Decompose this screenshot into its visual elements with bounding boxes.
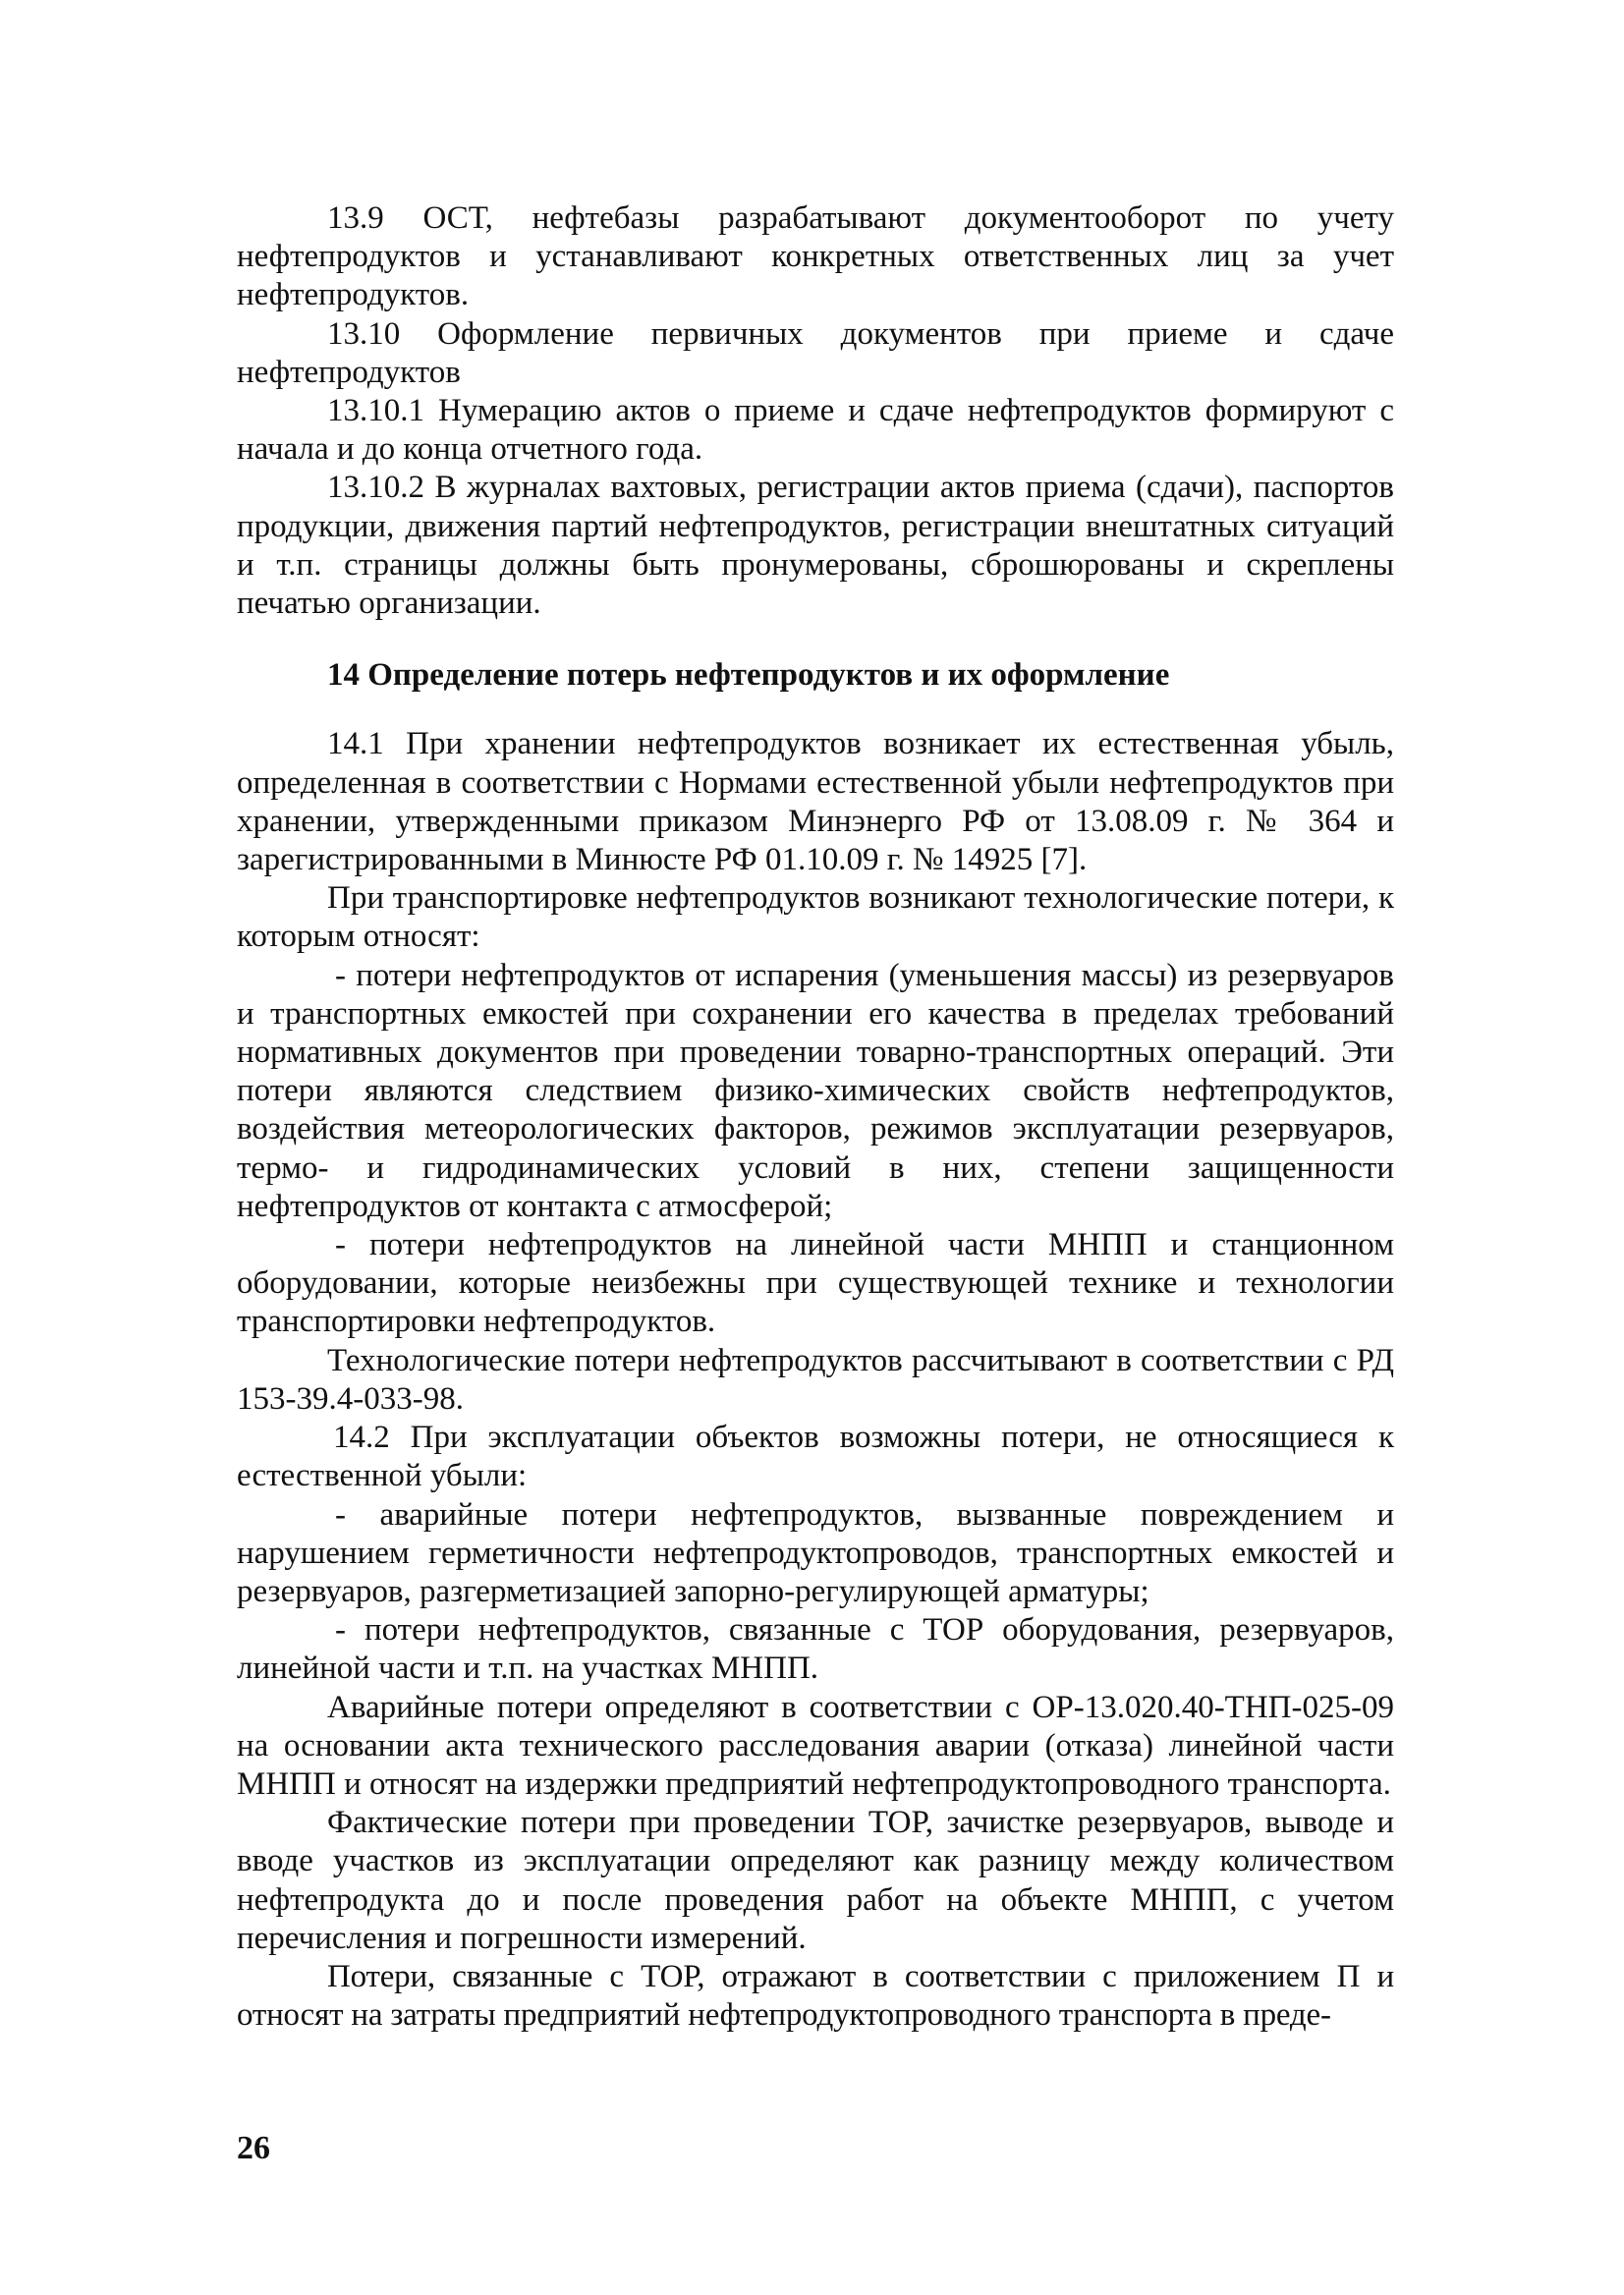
paragraph-14-1: 14.1 При хранении нефтепродуктов возникает их естественная убыль, определенная в соответствии с Нормами естественной убыли нефтепродуктов при хранении, утвержденными приказом Минэнерго РФ от 13.08.09 г. № 364 и зарегистрированными в Минюсте РФ 01.10.09 г. № 14925 [7]. <box>237 726 1394 878</box>
paragraph-transport-losses: При транспортировке нефтепродуктов возникают технологические потери, к которым относят: <box>237 880 1394 955</box>
page-number: 26 <box>237 2130 270 2166</box>
paragraph-13-10-2: 13.10.2 В журналах вахтовых, регистрации актов приема (сдачи), паспортов продукции, движения партий нефтепродуктов, регистрации внештатных ситуаций и т.п. страницы должны быть пронумерованы, сброшюрованы и скреплены печатью организации. <box>237 470 1394 622</box>
list-item-evaporation-losses: - потери нефтепродуктов от испарения (уменьшения массы) из резервуаров и транспортных емкостей при сохранении его качества в пределах требований нормативных документов при проведении товарно-транспортных операций. Эти потери являются следствием физико-химических свойств нефтепродуктов, воздействия метеорологических факторов, режимов эксплуатации резервуаров, термо- и гидродинамических условий в них, степени защищенности нефтепродуктов от контакта с атмосферой; <box>237 957 1394 1224</box>
paragraph-13-10-1: 13.10.1 Нумерацию актов о приеме и сдаче нефтепродуктов формируют с начала и до конца отчетного года. <box>237 393 1394 468</box>
list-item-tor-losses: - потери нефтепродуктов, связанные с ТОР оборудования, резервуаров, линейной части и т.п. на участках МНПП. <box>237 1612 1394 1687</box>
list-item-line-losses: - потери нефтепродуктов на линейной части МНПП и станционном оборудовании, которые неизбежны при существующей технике и технологии транспортировки нефтепродуктов. <box>237 1227 1394 1340</box>
section-14-heading: 14 Определение потерь нефтепродуктов и их оформление <box>327 657 1170 694</box>
paragraph-13-10: 13.10 Оформление первичных документов при приеме и сдаче нефтепродуктов <box>237 315 1394 390</box>
paragraph-tech-losses-calc: Технологические потери нефтепродуктов рассчитывают в соответствии с РД 153-39.4-033-98. <box>237 1342 1394 1417</box>
paragraph-tor-losses: Потери, связанные с ТОР, отражают в соответствии с приложением П и относят на затраты предприятий нефтепродуктопроводного транспорта в преде- <box>237 1958 1394 2034</box>
paragraph-actual-losses: Фактические потери при проведении ТОР, зачистке резервуаров, выводе и вводе участков из эксплуатации определяют как разницу между количеством нефтепродукта до и после проведения работ на объекте МНПП, с учетом перечисления и погрешности измерений. <box>237 1805 1394 1956</box>
paragraph-13-9: 13.9 ОСТ, нефтебазы разрабатывают документооборот по учету нефтепродуктов и устанавливают конкретных ответственных лиц за учет нефтепродуктов. <box>237 200 1394 313</box>
list-item-emergency-losses: - аварийные потери нефтепродуктов, вызванные повреждением и нарушением герметичности нефтепродуктопроводов, транспортных емкостей и резервуаров, разгерметизацией запорно-регулирующей арматуры; <box>237 1496 1394 1609</box>
paragraph-14-2: 14.2 При эксплуатации объектов возможны потери, не относящиеся к естественной убыли: <box>237 1420 1394 1494</box>
document-body <box>237 199 1394 2035</box>
paragraph-emergency-losses: Аварийные потери определяют в соответствии с ОР-13.020.40-ТНП-025-09 на основании акта технического расследования аварии (отказа) линейной части МНПП и относят на издержки предприятий нефтепродуктопроводного транспорта. <box>237 1689 1394 1802</box>
